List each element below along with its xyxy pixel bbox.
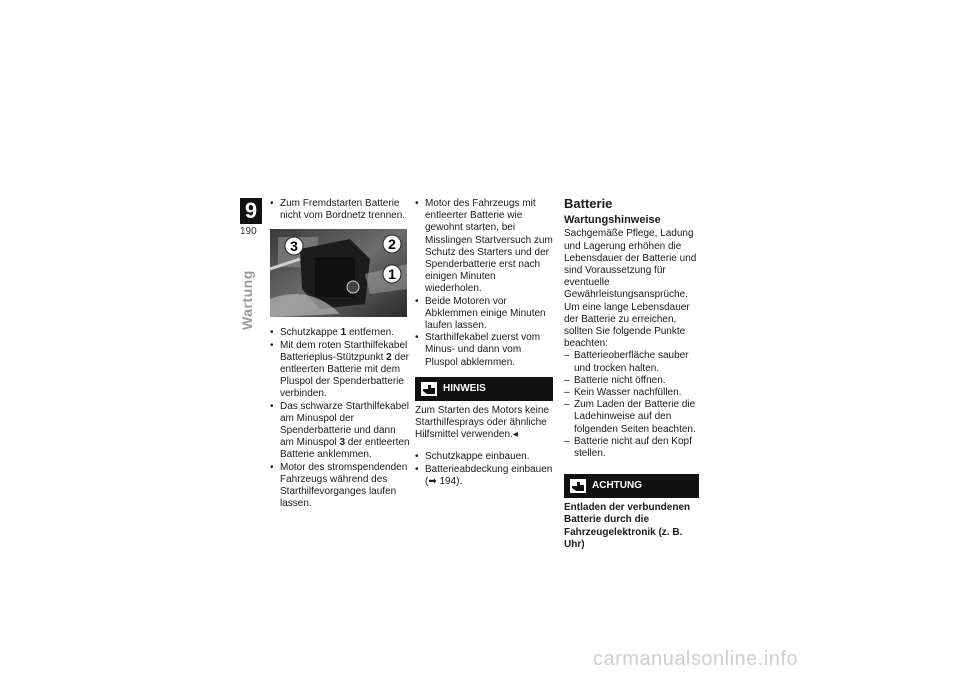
- watermark: carmanualsonline.info: [593, 648, 799, 670]
- paragraph: Sachgemäße Pflege, Ladung und Lagerung erhöhen die Lebensdauer der Batterie und sind Voraussetzung für eventuelle Gewährleistungsansprüche.: [564, 228, 697, 301]
- list-item: • Zum Fremdstarten Batterie nicht vom Bordnetz trennen.: [270, 198, 410, 222]
- section-title-vertical: Wartung: [239, 270, 255, 330]
- jumpstart-list-b: [270, 327, 410, 510]
- paragraph: Um eine lange Lebensdauer der Batterie zu erreichen, sollten Sie folgende Punkte beachten:: [564, 301, 690, 350]
- callout-3: 3: [290, 238, 298, 255]
- subsection-heading: Wartungshinweise: [564, 214, 661, 227]
- column-2: [415, 198, 553, 488]
- callout-2: 2: [388, 236, 396, 253]
- battery-photo: [270, 229, 407, 317]
- hand-icon: [421, 382, 437, 396]
- hand-icon: [570, 479, 586, 493]
- list-item: • Starthilfekabel zuerst vom Minus- und dann vom Pluspol abklemmen.: [415, 332, 553, 369]
- section-heading: Batterie: [564, 196, 613, 211]
- jumpstart-list-d: [415, 451, 553, 488]
- list-item: – Batterie nicht öffnen.: [564, 375, 699, 387]
- list-item: • Motor des stromspendenden Fahrzeugs während des Starthilfevorganges laufen lassen.: [270, 462, 410, 511]
- achtung-label: ACHTUNG: [592, 480, 642, 492]
- maintenance-list: [564, 350, 699, 460]
- hinweis-text: Zum Starten des Motors keine Starthilfesprays oder ähnliche Hilfsmittel verwenden.◂: [415, 404, 549, 441]
- list-item: – Kein Wasser nachfüllen.: [564, 387, 699, 399]
- column-1: [270, 198, 410, 510]
- achtung-banner: [564, 474, 699, 498]
- list-item: • Beide Motoren vor Abklemmen einige Minuten laufen lassen.: [415, 296, 553, 333]
- jumpstart-list-a: [270, 198, 410, 222]
- list-item: • Schutzkappe einbauen.: [415, 451, 553, 463]
- column-3: [564, 198, 699, 551]
- chapter-marker: [240, 198, 262, 224]
- hinweis-banner: [415, 377, 553, 401]
- hinweis-label: HINWEIS: [443, 382, 486, 394]
- list-item: – Batterie nicht auf den Kopf stellen.: [564, 436, 699, 460]
- battery-photo-illustration: [270, 229, 407, 317]
- jumpstart-list-c: [415, 198, 553, 369]
- list-item: • Mit dem roten Starthilfekabel Batterieplus-Stützpunkt 2 der entleerten Batterie mit dem Pluspol der Spenderbatterie verbinden.: [270, 340, 410, 401]
- list-item: – Batterieoberfläche sauber und trocken halten.: [564, 350, 699, 374]
- warning-text: Entladen der verbundenen Batterie durch die Fahrzeugelektronik (z. B. Uhr): [564, 502, 691, 550]
- chapter-number: 9: [240, 198, 262, 224]
- callout-1: 1: [388, 266, 396, 283]
- page-number: 190: [240, 226, 257, 237]
- list-item: • Batterieabdeckung einbauen (➡ 194).: [415, 464, 553, 488]
- list-item: • Motor des Fahrzeugs mit entleerter Batterie wie gewohnt starten, bei Misslingen Startversuch zum Schutz des Starters und der Spenderbatterie erst nach einigen Minuten wiederholen.: [415, 198, 553, 296]
- list-item: – Zum Laden der Batterie die Ladehinweise auf den folgenden Seiten beachten.: [564, 399, 699, 436]
- list-item: • Schutzkappe 1 entfernen.: [270, 327, 410, 339]
- list-item: • Das schwarze Starthilfekabel am Minuspol der Spenderbatterie und dann am Minuspol 3 der entleerten Batterie anklemmen.: [270, 401, 410, 462]
